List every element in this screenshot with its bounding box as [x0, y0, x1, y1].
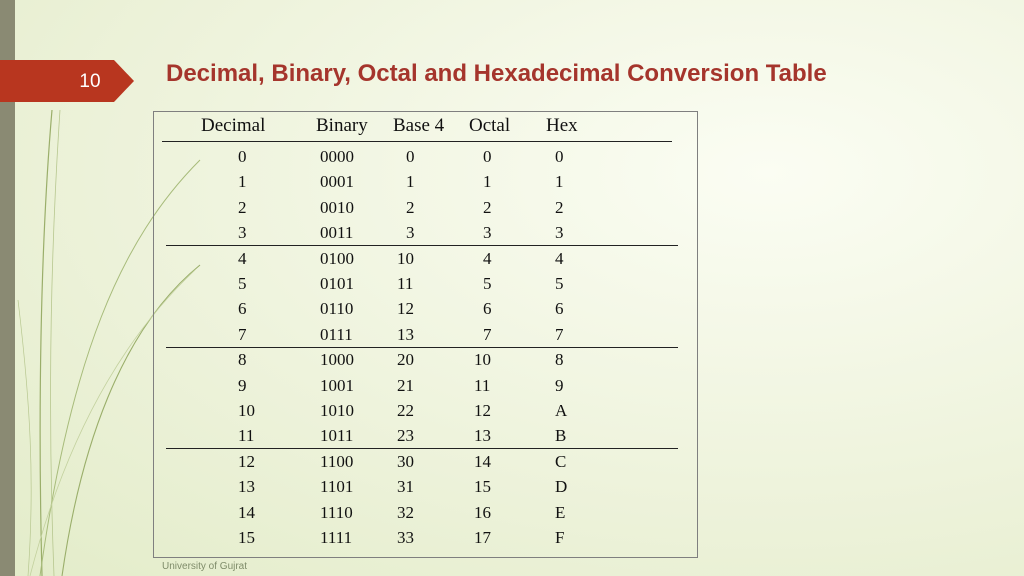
table-cell: 6: [555, 299, 564, 319]
table-cell: C: [555, 451, 567, 471]
table-cell: 7: [238, 324, 247, 344]
table-cell: 23: [397, 426, 414, 446]
slide-number-tag: [0, 60, 134, 102]
table-cell: 1000: [320, 350, 354, 370]
table-cell: 2: [555, 197, 564, 217]
table-cell: 5: [238, 274, 247, 293]
table-cell: 16: [474, 502, 491, 522]
table-cell: 9: [555, 375, 564, 395]
table-cell: 32: [397, 502, 414, 522]
table-cell: 1101: [320, 477, 354, 497]
table-cell: 1: [406, 172, 415, 192]
table-cell: 11: [474, 375, 491, 395]
table-cell: 15: [238, 528, 255, 547]
table-cell: 0101: [320, 274, 354, 293]
table-cell: 0: [555, 147, 564, 166]
table-cell: 22: [397, 401, 414, 420]
table-cell: 12: [474, 401, 491, 420]
table-cell: 8: [238, 350, 247, 370]
table-cell: 10: [474, 350, 491, 370]
table-cell: 0011: [320, 223, 354, 243]
table-cell: 13: [238, 477, 255, 497]
header-hex: Hex: [546, 115, 578, 136]
table-cell: E: [555, 502, 566, 522]
table-cell: 0: [238, 147, 247, 166]
table-cell: 4: [555, 248, 564, 268]
table-cell: 1: [555, 172, 564, 192]
table-cell: 0: [483, 147, 492, 166]
group-rule: [166, 347, 678, 348]
table-cell: 1: [483, 172, 492, 192]
table-cell: 10: [397, 248, 414, 268]
table-cell: 8: [555, 350, 564, 370]
table-cell: 1100: [320, 451, 354, 471]
table-cell: 1010: [320, 401, 354, 420]
table-cell: 4: [238, 248, 247, 268]
table-cell: 3: [238, 223, 247, 243]
table-cell: 1110: [320, 502, 353, 522]
header-decimal: Decimal: [201, 115, 266, 136]
table-cell: 12: [397, 299, 414, 319]
header-octal: Octal: [469, 115, 511, 136]
table-cell: 0010: [320, 197, 354, 217]
table-cell: 0001: [320, 172, 354, 192]
table-cell: 2: [406, 197, 415, 217]
table-cell: 3: [406, 223, 415, 243]
table-cell: 5: [483, 274, 492, 293]
table-cell: 31: [397, 477, 414, 497]
table-cell: 1001: [320, 375, 354, 395]
table-cell: 21: [397, 375, 414, 395]
table-cell: B: [555, 426, 567, 446]
header-binary: Binary: [316, 115, 368, 136]
slide-number: 10: [79, 71, 101, 92]
table-cell: 7: [483, 324, 492, 344]
group-rule: [166, 245, 678, 246]
table-cell: 3: [483, 223, 492, 243]
table-cell: 13: [474, 426, 491, 446]
table-cell: D: [555, 477, 568, 497]
table-cell: 1111: [320, 528, 353, 547]
table-cell: 5: [555, 274, 564, 293]
table-cell: 0000: [320, 147, 354, 166]
table-cell: 10: [238, 401, 255, 420]
header-base4: Base 4: [393, 115, 445, 136]
group-rule: [166, 448, 678, 449]
table-cell: 2: [238, 197, 247, 217]
table-cell: 3: [555, 223, 564, 243]
table-cell: 11: [238, 426, 255, 446]
table-cell: 17: [474, 528, 491, 547]
table-cell: 0: [406, 147, 415, 166]
table-cell: 12: [238, 451, 255, 471]
table-cell: 14: [238, 502, 255, 522]
table-cell: 20: [397, 350, 414, 370]
table-cell: 13: [397, 324, 414, 344]
table-cell: 1: [238, 172, 247, 192]
table-cell: 0100: [320, 248, 354, 268]
slide-title: Decimal, Binary, Octal and Hexadecimal Conversion Table: [166, 60, 827, 87]
header-rule: [162, 141, 672, 142]
table-cell: 15: [474, 477, 491, 497]
table-cell: 0111: [320, 324, 353, 344]
table-cell: 9: [238, 375, 247, 395]
table-cell: 33: [397, 528, 414, 547]
table-cell: 6: [238, 299, 247, 319]
table-cell: 0110: [320, 299, 354, 319]
table-cell: 14: [474, 451, 491, 471]
table-cell: 4: [483, 248, 492, 268]
table-cell: F: [555, 528, 565, 547]
table-cell: 30: [397, 451, 414, 471]
table-cell: A: [555, 401, 568, 420]
table-cell: 2: [483, 197, 492, 217]
table-cell: 7: [555, 324, 564, 344]
table-cell: 1011: [320, 426, 354, 446]
conversion-table: [153, 111, 698, 558]
table-cell: 11: [397, 274, 414, 293]
table-cell: 6: [483, 299, 492, 319]
footer-text: University of Gujrat: [162, 561, 248, 572]
